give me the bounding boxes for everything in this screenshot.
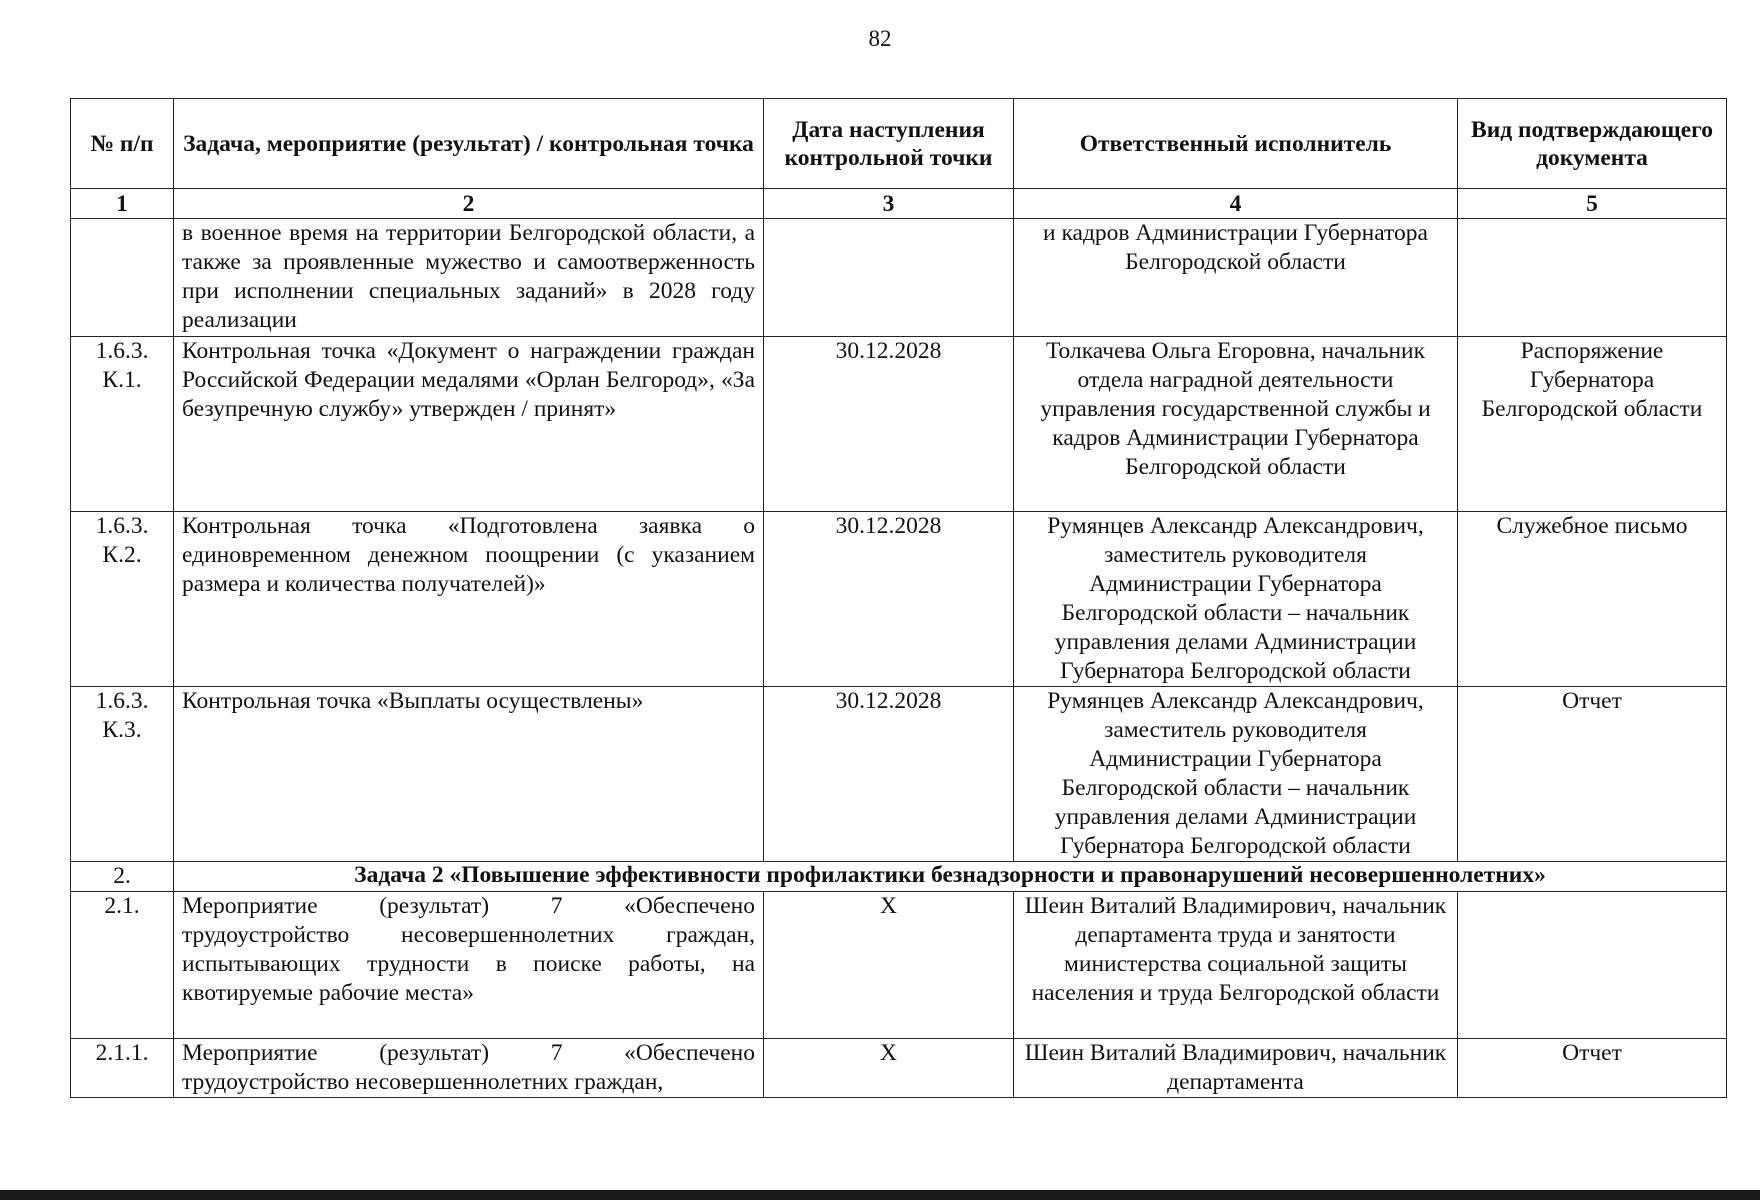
table-row xyxy=(71,892,1727,1039)
row-document: Отчет xyxy=(1458,687,1727,862)
row-date: 30.12.2028 xyxy=(764,337,1014,512)
row-responsible: Шеин Виталий Владимирович, начальник департамента труда и занятости министерства социальной защиты населения и труда Белгородской области xyxy=(1014,892,1458,1039)
row-date: Х xyxy=(764,1039,1014,1098)
table-row xyxy=(71,1039,1727,1098)
row-responsible: Шеин Виталий Владимирович, начальник департамента xyxy=(1014,1039,1458,1098)
row-document: Служебное письмо xyxy=(1458,512,1727,687)
row-document: Распоряжение Губернатора Белгородской области xyxy=(1458,337,1727,512)
row-number: 2. xyxy=(71,862,174,892)
table-row xyxy=(71,512,1727,687)
column-number: 4 xyxy=(1014,189,1458,219)
row-date: 30.12.2028 xyxy=(764,687,1014,862)
row-task: Контрольная точка «Документ о награждении граждан Российской Федерации медалями «Орлан Белгород», «За безупречную службу» утвержден / принят» xyxy=(174,337,764,512)
task-heading-row xyxy=(71,862,1727,892)
page-number: 82 xyxy=(868,26,892,51)
row-number: 1.6.3. К.1. xyxy=(71,337,174,512)
header-task: Задача, мероприятие (результат) / контрольная точка xyxy=(174,99,764,189)
row-task: Контрольная точка «Выплаты осуществлены» xyxy=(174,687,764,862)
row-number: 1.6.3. К.2. xyxy=(71,512,174,687)
header-responsible: Ответственный исполнитель xyxy=(1014,99,1458,189)
row-task: Мероприятие (результат) 7 «Обеспечено трудоустройство несовершеннолетних граждан, испытывающих трудности в поиске работы, на квотируемые рабочие места» xyxy=(174,892,764,1039)
row-date: 30.12.2028 xyxy=(764,512,1014,687)
column-number: 5 xyxy=(1458,189,1727,219)
row-date: Х xyxy=(764,892,1014,1039)
row-task: в военное время на территории Белгородской области, а также за проявленные мужество и самоотверженность при исполнении специальных заданий» в 2028 году реализации xyxy=(174,219,764,337)
table-row xyxy=(71,687,1727,862)
row-document xyxy=(1458,219,1727,337)
row-number: 2.1. xyxy=(71,892,174,1039)
column-number-row xyxy=(71,189,1727,219)
header-num: № п/п xyxy=(71,99,174,189)
row-responsible: Румянцев Александр Александрович, заместитель руководителя Администрации Губернатора Белгородской области – начальник управления делами Администрации Губернатора Белгородской области xyxy=(1014,512,1458,687)
column-number: 1 xyxy=(71,189,174,219)
scan-bottom-edge xyxy=(0,1190,1760,1200)
row-responsible: и кадров Администрации Губернатора Белгородской области xyxy=(1014,219,1458,337)
control-points-table xyxy=(70,98,1727,1098)
row-number: 2.1.1. xyxy=(71,1039,174,1098)
row-date xyxy=(764,219,1014,337)
row-number xyxy=(71,219,174,337)
table-header-row xyxy=(71,99,1727,189)
row-task: Мероприятие (результат) 7 «Обеспечено трудоустройство несовершеннолетних граждан, xyxy=(174,1039,764,1098)
table-row xyxy=(71,337,1727,512)
column-number: 2 xyxy=(174,189,764,219)
header-date: Дата наступления контрольной точки xyxy=(764,99,1014,189)
row-responsible: Толкачева Ольга Егоровна, начальник отдела наградной деятельности управления государственной службы и кадров Администрации Губернатора Белгородской области xyxy=(1014,337,1458,512)
column-number: 3 xyxy=(764,189,1014,219)
row-document: Отчет xyxy=(1458,1039,1727,1098)
header-document: Вид подтверждающего документа xyxy=(1458,99,1727,189)
task-heading: Задача 2 «Повышение эффективности профилактики безнадзорности и правонарушений несовершеннолетних» xyxy=(174,862,1727,892)
row-task: Контрольная точка «Подготовлена заявка о единовременном денежном поощрении (с указанием размера и количества получателей)» xyxy=(174,512,764,687)
row-document xyxy=(1458,892,1727,1039)
row-responsible: Румянцев Александр Александрович, заместитель руководителя Администрации Губернатора Белгородской области – начальник управления делами Администрации Губернатора Белгородской области xyxy=(1014,687,1458,862)
table-row xyxy=(71,219,1727,337)
row-number: 1.6.3. К.3. xyxy=(71,687,174,862)
